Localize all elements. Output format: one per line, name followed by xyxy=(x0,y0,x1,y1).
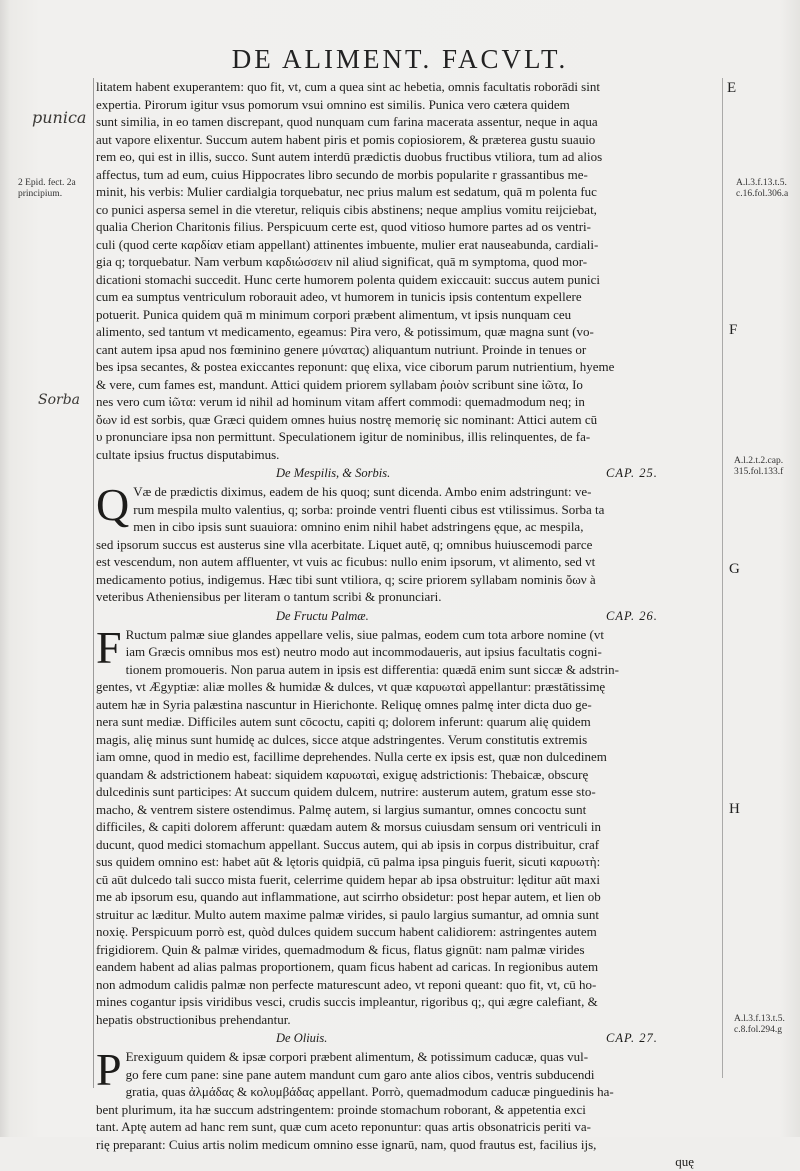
text-line: litatem habent exuperantem: quo fit, vt, cum a quea sint ac hebetia, omnis facultatis roborādi sint xyxy=(96,79,600,94)
text-line: mines cogantur ipsis viridibus vesci, crudis succis impleantur, rigoribus q;, qui ægre calefiant, & xyxy=(96,994,598,1009)
text-line: tant. Aptę autem ad hanc rem sunt, quæ cum aceto reponuntur: quas artis obsonatricis periti va- xyxy=(96,1119,591,1134)
text-line: υ pronunciare ipsa non permittunt. Speculationem igitur de nominibus, illis relinquentes, de fa- xyxy=(96,429,591,444)
text-line: macho, & ventrem sistere ostendimus. Palmę autem, si largius sumantur, omnes concoctu sunt xyxy=(96,801,587,817)
text-line: tionem promoueris. Non parua autem in ipsis est differentia: quædā enim sunt siccæ & adstrin- xyxy=(125,661,619,677)
text-line: ducunt, quod medici stomachum appellant. Succus autem, qui ab ipsis in corpus distribuitur, craf xyxy=(96,836,600,852)
paragraph-palma xyxy=(96,621,724,1029)
text-line: bes ipsa secantes, & postea exiccantes reponunt: quę elixa, vice ciborum parum nutrientium, hyeme xyxy=(96,359,615,374)
text-line: gentes, vt Ægyptiæ: aliæ molles & humidæ & dulces, vt quæ καρυωταὶ appellantur: præstātissimę xyxy=(96,679,606,694)
text-line: iam omne, quod in medio est, facillime deprehendes. Nulla certe ex ipsis est, quæ non dulcedinem xyxy=(96,749,607,764)
text-line: nes vero cum ἰῶτα: verum id nihil ad hominum vitam affert commodi: quemadmodum neq; in xyxy=(96,394,585,409)
text-line: go fere cum pane: sine pane autem mandunt cum garo ante alios cibos, ventris subducendi xyxy=(125,1066,595,1082)
margin-note-epid: 2 Epid. fect. 2a principium. xyxy=(18,178,76,199)
section-heading-oliuis xyxy=(96,1028,724,1048)
text-line: rem eo, qui est in illis, succo. Sunt autem interdū prædictis duobus fructibus vtiliora, tum ad alios xyxy=(96,149,603,164)
drop-cap: Q xyxy=(96,479,130,530)
text-line: culi (quod certe καρδίαν etiam appellant) attinentes imbuente, mulier erat nauseabunda, cardiali- xyxy=(96,236,599,252)
text-line: gia q; torquebatur. Nam verbum καρδιώσσειν nil aliud significat, quā m symptoma, quod mor- xyxy=(96,254,588,269)
drop-cap: F xyxy=(96,621,122,673)
text-line: noxię. Perspicuum porrò est, quòd dulces quidem succum habent calidiorem: astringentes autem xyxy=(96,924,597,939)
text-line: men in cibo ipsis sunt suauiora: omnino enim nihil habet adstringens ęque, ac mespila, xyxy=(133,519,584,534)
text-line: ὄων id est sorbis, quæ Græci quidem omnes huius nostrę memorię sic nominant: Attici autem cū xyxy=(96,411,598,427)
left-margin-rule xyxy=(93,78,94,1088)
section-heading-palma xyxy=(96,606,724,626)
section-heading-mespilis xyxy=(96,463,724,483)
text-line: expertia. Pirorum igitur vsus pomorum vsui omnino est similis. Punica vero cætera quidem xyxy=(96,96,570,112)
text-line: sus quidem omnino est: habet aūt & lętoris quidpiā, cū palma ipsa pinguis fuerit, sicuti καρυωτὴ: xyxy=(96,854,601,869)
paragraph-oliuis xyxy=(96,1044,724,1153)
text-line: medicamento potius, indigemus. Hæc tibi sunt vtiliora, q; scire priorem syllabam nominis ὄων à xyxy=(96,571,596,587)
catchword: quę xyxy=(675,1154,694,1169)
text-line: eandem habent ad alias palmas proportionem, quam ficus habent ad caricas. In regionibus autem xyxy=(96,959,599,974)
section-title: De Mespilis, & Sorbis. xyxy=(276,466,391,480)
margin-letter-e: E xyxy=(727,80,737,96)
running-header: DE ALIMENT. FACVLT. xyxy=(231,44,569,74)
text-line: Væ de prædictis diximus, eadem de his quoq; sunt dicenda. Ambo enim adstringunt: ve- xyxy=(133,484,592,499)
text-line: sed ipsorum succus est austerus sine vlla acerbitate. Liquet autē, q; omnibus huiuscemodi parce xyxy=(96,536,593,552)
text-line: affectus, tum ad eum, cuius Hippocrates libro secundo de morbis popularite r grassantibus me- xyxy=(96,166,588,182)
margin-note-ref-3: A.l.3.f.13.t.5. c.8.fol.294.g xyxy=(734,1014,785,1035)
text-line: struitur ac læditur. Multo autem maxime palmæ virides, si paulo largius sumantur, ad omnia sunt xyxy=(96,906,599,922)
margin-note-ref-1: A.l.3.f.13.t.5. c.16.fol.306.a xyxy=(736,178,789,199)
text-line: est vescendum, non autem affluenter, vt vuis ac ficubus: nullo enim ipsorum, vt alimento, sed vt xyxy=(96,554,596,569)
text-line: rię preparant: Cuius artis nolim medicum omnino esse ignarū, nam, quod frautus est, facilius ijs, xyxy=(96,1136,597,1152)
text-line: cū aūt dulcedo tali succo mista fuerit, celerrime quidem hepar ab ipsa obstruitur: lęditur aūt maxi xyxy=(96,871,600,887)
text-line: cultate ipsius fructus disputabimus. xyxy=(96,446,280,462)
chapter-number: CAP. 26. xyxy=(606,608,658,623)
text-line: & vere, cum fames est, mandunt. Attici quidem priorem syllabam ῥοιὸν scribunt sine ἰῶτα, Io xyxy=(96,376,583,392)
text-line: Ructum palmæ siue glandes appellare velis, siue palmas, eodem cum tota arbore nomine (vt xyxy=(125,626,604,642)
text-column xyxy=(96,78,724,1171)
paragraph-mespilis xyxy=(96,479,724,606)
chapter-number: CAP. 25. xyxy=(606,466,658,480)
section-title: De Oliuis. xyxy=(276,1031,328,1045)
text-line: minit, his verbis: Mulier cardialgia torquebatur, nec prius malum est sedatum, quā m polenta fuc xyxy=(96,184,597,199)
text-line: magis, alię minus sunt humidę ac dulces, sicce atque adstringentes. Verum constitutis extremis xyxy=(96,731,588,747)
text-line: hepatis obstructionibus prehendantur. xyxy=(96,1011,291,1027)
paragraph-punica xyxy=(96,78,724,463)
text-line: autem hæ in Syria palæstina nascuntur in Hierichonte. Reliquę omnes palmę inter dicta duo ge- xyxy=(96,696,592,712)
text-line: quandam & adstrictionem habeat: siquidem καρυωταὶ, exiguę adstrictionis: Thebaicæ, obscurę xyxy=(96,766,589,782)
text-line: aut vapore elixentur. Succum autem habent piris et pomis copiosiorem, & præterea gustu suauio xyxy=(96,131,596,147)
handwritten-note-punica: punica xyxy=(32,108,87,127)
margin-letter-g: G xyxy=(729,561,740,577)
text-line: non admodum calidis palmæ non perfecte maturescunt adeo, vt reponi queant: quo fit, vt, cū ho- xyxy=(96,976,597,992)
text-line: rum mespila multo valentius, q; sorba: proinde ventri fluenti cibus est vtilissimus. Sorba ta xyxy=(133,501,605,517)
margin-note-ref-2: A.l.2.t.2.cap. 315.fol.133.f xyxy=(734,456,784,477)
chapter-number: CAP. 27. xyxy=(606,1031,658,1045)
text-line: frigidiorem. Quin & palmæ virides, quemadmodum & ficus, flatus gignūt: nam palmæ virides xyxy=(96,941,585,957)
text-line: Erexiguum quidem & ipsæ corpori præbent alimentum, & potissimum caducæ, quas vul- xyxy=(125,1049,589,1064)
text-line: iam Græcis omnibus mos est) neutro modo aut incommodaueris, aut ipsius facultatis cogni- xyxy=(125,644,602,659)
section-title: De Fructu Palmæ. xyxy=(276,608,369,623)
margin-letter-f: F xyxy=(729,322,738,338)
text-line: qualia Cherion Charitonis filius. Perspicuum certe est, quod vitioso humore partes ad os ventri- xyxy=(96,219,591,234)
text-line: co punici aspersa semel in die vteretur, reliquis cibis abstinens; neque amplius vomitu reijciebat, xyxy=(96,201,597,217)
text-line: nera sunt mediæ. Difficiles autem sunt cōcoctu, capiti q; dolorem inferunt: quarum alię quidem xyxy=(96,714,591,729)
text-line: gratia, quas ἀλμάδας & κολυμβάδας appellant. Porrò, quemadmodum caducæ pinguedinis ha- xyxy=(125,1084,614,1099)
margin-letter-h: H xyxy=(729,801,740,817)
drop-cap: P xyxy=(96,1044,122,1095)
text-line: sunt similia, in eo tamen discrepant, quod nunquam cum farina macerata assentur, neque in aqua xyxy=(96,114,598,129)
text-line: dicationi stomachi succedit. Hunc certe humorem polenta quidem exiccauit: succus autem punici xyxy=(96,271,600,287)
text-line: alimento, sed tantum vt medicamento, egeamus: Pira vero, & potissimum, quæ magna sunt (vo- xyxy=(96,324,594,339)
text-line: difficiles, & capiti dolorem afferunt: quædam autem & morsus cuiusdam sensum ori ventriculi in xyxy=(96,819,601,834)
text-line: me ab ipsorum esu, quando aut inflammatione, aut scirrho obsidetur: post hepar autem, et lien ob xyxy=(96,889,601,904)
text-line: potuerit. Punica quidem quā m minimum corpori præbent alimentum, vt ipsis nunquam ceu xyxy=(96,306,572,322)
text-line: dulcedinis sunt participes: At succum quidem dulcem, nutrire: austerum autem, gratum esse sto- xyxy=(96,784,596,799)
handwritten-note-sorba: Sorba xyxy=(38,392,81,408)
text-line: bent plurimum, ita hæ succum adstringentem: proinde stomachum roborant, & appetentia exci xyxy=(96,1101,586,1117)
text-line: cum ea sumptus ventriculum roborauit adeo, vt humorem in tunicis ipsis contentum expellere xyxy=(96,289,582,304)
text-line: veteribus Atheniensibus per literam o tantum scribi & pronunciari. xyxy=(96,589,442,604)
text-line: cant autem ipsa apud nos fœminino genere μύνατας) aliquantum nutriunt. Proinde in tenues or xyxy=(96,341,587,357)
